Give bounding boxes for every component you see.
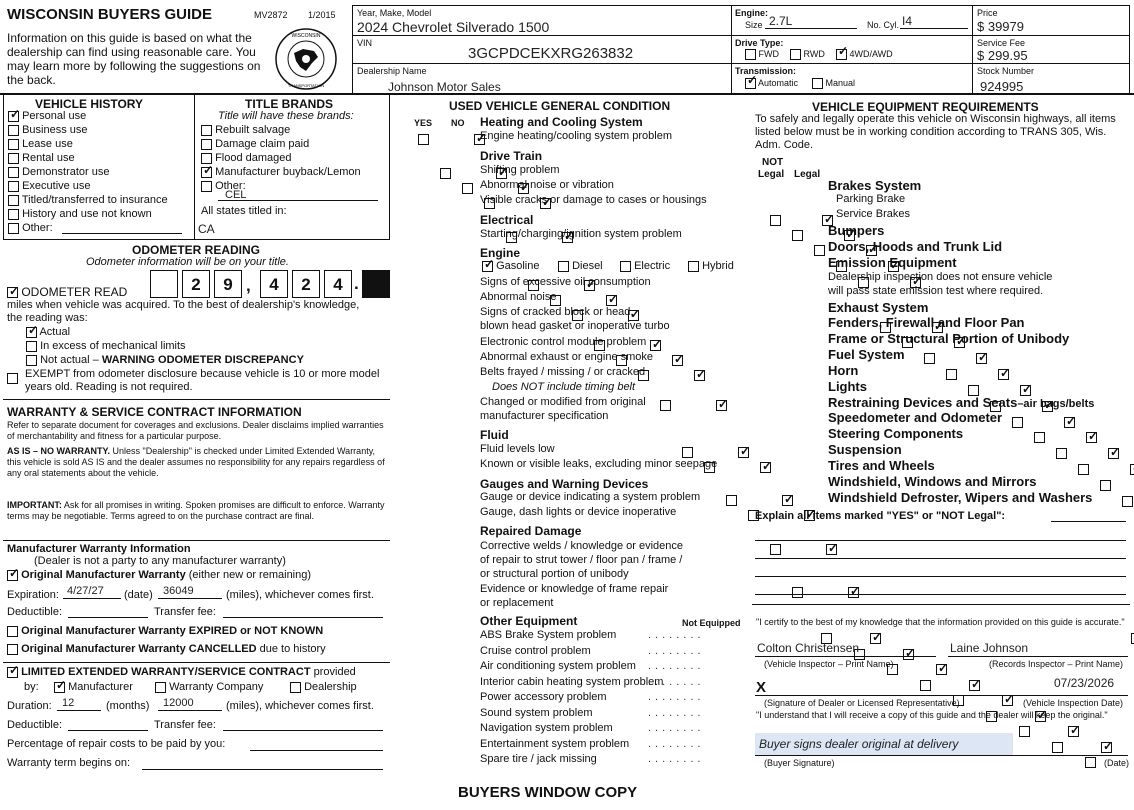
history-item-label: Executive use [22,180,91,192]
odometer-tenths-box [362,270,390,298]
legal-checkbox[interactable] [1108,448,1119,459]
by-label: by: [24,681,39,693]
warranty-p1: Refer to separate document for coverages and exclusions. Dealer disclaims implied warranties of merchantability and fitness for a particular purpose. [7,420,384,441]
not-legal-header-2: Legal [758,169,785,180]
yes-checkbox[interactable] [1085,757,1096,768]
yes-checkbox[interactable] [792,587,803,598]
history-item[interactable] [8,166,110,179]
checkbox-icon [745,49,756,60]
legal-checkbox[interactable] [976,353,987,364]
svg-text:TRANSPORTATION: TRANSPORTATION [287,83,325,88]
stock-label: Stock Number [977,66,1035,76]
drive-fwd[interactable]: FWD [745,49,779,60]
condition-item: Corrective welds / knowledge or evidence [480,540,683,552]
title-brand-label: Manufacturer buyback/Lemon [215,166,361,178]
dot-leader: ........ [648,675,705,688]
no-checkbox[interactable] [1068,726,1079,737]
orig-mfr-warranty[interactable]: ✓ Original Manufacturer Warranty (either new or remaining) [7,569,311,582]
no-checkbox[interactable] [1101,742,1112,753]
condition-section-title: Repaired Damage [480,524,582,538]
yes-checkbox[interactable] [770,544,781,555]
not-legal-checkbox[interactable] [1122,496,1133,507]
warranty-p2: AS IS – NO WARRANTY. Unless "Dealership" is checked under Limited Extended Warranty, this vehicle is sold AS IS and the dealer assumes no responsibility for any repairs regardless of any oral statements about the vehicle. [7,446,385,478]
no-checkbox[interactable] [716,400,727,411]
checkbox-icon [745,78,756,89]
transmission-label: Transmission: [735,66,797,76]
title-brands-subtitle: Title will have these brands: [218,110,354,122]
fee-label: Service Fee [977,38,1026,48]
checkbox-icon [790,49,801,60]
condition-item: Gauge, dash lights or device inoperative [480,506,677,518]
equipment-item: Doors, Hoods and Trunk Lid [828,239,1003,254]
not-legal-checkbox[interactable] [1100,480,1111,491]
checkbox-icon [155,682,166,693]
checkbox-icon [8,209,19,220]
checkbox-icon [201,181,212,192]
history-item[interactable] [8,222,53,235]
yes-checkbox[interactable] [1019,726,1030,737]
no-header: NO [451,118,465,128]
inspector-label: (Vehicle Inspector – Print Name) [764,659,894,669]
checkbox-icon [26,327,37,338]
limited-extended[interactable]: ✓ LIMITED EXTENDED WARRANTY/SERVICE CONTRACT provided [7,666,356,679]
title-brand-label: Rebuilt salvage [215,124,291,136]
not-legal-checkbox[interactable] [770,215,781,226]
checkbox-icon [812,78,823,89]
title-brand-label: Other: [215,180,246,192]
no-checkbox[interactable] [969,680,980,691]
emission-note: will pass state emission test where required. [828,285,1044,297]
signature-x: X [756,679,767,696]
title-brands-title: TITLE BRANDS [245,97,333,111]
equipment-item: Speedometer and Odometer [828,410,1003,425]
drive-awd[interactable]: ✓ 4WD/AWD [836,49,893,60]
other-equipment-item: Entertainment system problem [480,737,630,750]
odometer-exempt-checkbox[interactable] [7,370,18,388]
odometer-digit: 4 [324,270,352,298]
condition-item: Abnormal noise or vibration [480,179,614,191]
deductible-label: Deductible: [7,606,63,618]
transfer2-label: Transfer fee: [154,719,216,731]
vin-label: VIN [357,38,373,48]
no-checkbox[interactable] [650,340,661,351]
no-checkbox[interactable] [672,355,683,366]
no-checkbox[interactable] [782,495,793,506]
not-legal-checkbox[interactable] [946,369,957,380]
dot-leader: ........ [648,737,705,750]
not-legal-checkbox[interactable] [792,230,803,241]
equipment-item: Bumpers [828,223,885,238]
not-legal-header-1: NOT [762,157,784,168]
odometer-title: ODOMETER READING [132,243,261,257]
transfer-label: Transfer fee: [154,606,216,618]
checkbox-icon [8,195,19,206]
not-legal-checkbox[interactable] [1012,417,1023,428]
price-label: Price [977,8,998,18]
equipment-item: Fuel System [828,347,905,362]
restraint-head: Restraining Devices and Seats [828,395,1018,410]
checkbox-icon [201,125,212,136]
checkbox-icon [26,341,37,352]
odometer-comma: , [246,276,251,295]
odometer-digit: 4 [260,270,288,298]
signature-label: (Signature of Dealer or Licensed Representative) [764,698,960,708]
equipment-subitem: Service Brakes [836,208,910,220]
no-checkbox[interactable] [760,462,771,473]
checkbox-icon [8,181,19,192]
inspector-name: Colton Christensen [757,641,860,655]
dot-leader: ........ [648,691,705,703]
odometer-excess[interactable]: In excess of mechanical limits [26,340,186,353]
condition-item: Gauge or device indicating a system problem [480,491,701,503]
odometer-actual[interactable]: ✓ Actual [26,326,70,339]
months-label: (months) [106,700,150,712]
dot-leader: ........ [648,629,705,641]
buyer-signature-label: (Buyer Signature) [764,758,835,768]
checkbox-icon [620,261,631,272]
legal-checkbox[interactable] [1086,432,1097,443]
equipment-item: Exhaust System [828,300,929,315]
condition-item: blown head gasket or inoperative turbo [480,320,670,332]
condition-item: Belts frayed / missing / or cracked [480,366,646,378]
no-checkbox[interactable] [936,664,947,675]
condition-item: Shifting problem [480,164,560,176]
condition-item: of repair to strut tower / floor pan / frame / [480,554,683,566]
title-brand-item[interactable] [201,138,309,151]
inspection-date: 07/23/2026 [1054,676,1115,690]
certify-text: "I certify to the best of my knowledge that the information provided on this guide is accurate." [756,617,1125,627]
checkbox-icon [8,167,19,178]
history-item[interactable] [8,110,86,123]
other-equipment-item: Interior cabin heating system problem [480,675,664,688]
condition-item: Fluid levels low [480,443,555,455]
checkbox-icon [201,153,212,164]
equipment-item: Windshield, Windows and Mirrors [828,474,1037,489]
equipment-item: Frame or Structural Portion of Unibody [828,331,1070,346]
svg-text:WISCONSIN: WISCONSIN [291,33,321,39]
fuel-type-label: Gasoline [496,260,540,272]
other-equipment-item: ABS Brake System problem [480,629,617,641]
condition-item: Signs of cracked block or head, [480,306,634,318]
dealer-value: Johnson Motor Sales [388,80,501,94]
checkbox-icon [290,682,301,693]
condition-section-title: Gauges and Warning Devices [480,477,649,491]
odometer-para: miles when vehicle was acquired. To the best of dealership's knowledge, the reading was: [7,299,360,324]
condition-item: Known or visible leaks, excluding minor seepage [480,458,718,470]
condition-title: USED VEHICLE GENERAL CONDITION [449,99,671,113]
duration-miles: 12000 [163,697,194,709]
condition-item: Abnormal exhaust or engine smoke [480,351,654,363]
dot-leader: ........ [648,660,705,672]
checkbox-icon [7,626,18,637]
condition-item: Engine heating/cooling system problem [480,130,673,142]
exp-miles: 36049 [163,585,194,597]
fee-value: $ 299.95 [977,48,1028,63]
odometer-not-actual[interactable]: Not actual – WARNING ODOMETER DISCREPANCY [26,354,304,367]
condition-item: Abnormal noise [480,291,557,303]
no-checkbox[interactable] [870,633,881,644]
fuel-type-option[interactable] [482,260,539,273]
other-equipment-item: Navigation system problem [480,722,613,734]
warranty-p3: IMPORTANT: Ask for all promises in writing. Spoken promises are difficult to enforce. Warranty terms may be negotiable. Terms agreed to on the purchase contract are final. [7,500,385,521]
equipment-item: Steering Components [828,426,964,441]
title-brand-item[interactable] [201,152,292,165]
legal-header: Legal [794,169,821,180]
drive-rwd[interactable]: RWD [790,49,825,60]
condition-section-title: Heating and Cooling System [480,115,643,129]
yes-checkbox[interactable] [1052,742,1063,753]
yes-checkbox[interactable] [462,183,473,194]
explain-label: Explain all items marked "YES" or "NOT Legal": [755,510,1006,522]
miles-label: (miles), whichever comes first. [226,589,374,601]
not-equipped-header: Not Equipped [682,618,741,628]
warranty-title: WARRANTY & SERVICE CONTRACT INFORMATION [7,405,302,419]
states-titled-value: CA [198,222,215,236]
yes-checkbox[interactable] [660,400,671,411]
price-value: $ 39979 [977,19,1024,34]
mfr-title: Manufacturer Warranty Information [7,543,191,555]
condition-item: or structural portion of unibody [480,568,629,580]
legal-checkbox[interactable] [1064,417,1075,428]
odometer-digit: 2 [182,270,210,298]
fuel-type-label: Diesel [572,260,603,272]
form-rev: 1/2015 [308,10,336,20]
cyl-label: No. Cyl. [867,20,900,30]
history-item-label: Titled/transferred to insurance [21,194,168,206]
duration-label: Duration: [7,700,52,712]
exp-label: Expiration: [7,589,59,601]
yes-header: YES [414,118,433,128]
condition-section-title: Fluid [480,428,509,442]
trans-automatic[interactable]: ✓ Automatic [745,78,798,89]
checkbox-icon [201,139,212,150]
no-checkbox[interactable] [1002,695,1013,706]
stock-value: 924995 [980,79,1024,94]
not-legal-checkbox[interactable] [1034,432,1045,443]
checkbox-icon [8,111,19,122]
duration-months: 12 [62,697,75,709]
condition-item: Starting/charging/ignition system problem [480,228,682,240]
checkbox-icon [688,261,699,272]
condition-note: Does NOT include timing belt [492,381,636,393]
states-titled-label: All states titled in: [201,205,287,217]
odometer-digit: 2 [292,270,320,298]
odometer-digit: 9 [214,270,242,298]
other-equipment-item: Sound system problem [480,706,593,719]
condition-item: Visible cracks or damage to cases or housings [480,194,707,206]
dot-leader: ........ [648,753,705,765]
yes-checkbox[interactable] [920,680,931,691]
history-item-label: Rental use [22,152,75,164]
checkbox-icon [8,125,19,136]
term-begins-label: Warranty term begins on: [7,757,131,769]
checkbox-icon [7,373,18,384]
title-brand-item[interactable] [201,124,290,137]
equipment-subitem: Parking Brake [836,193,906,205]
checkbox-icon [8,223,19,234]
title-brand-label: Flood damaged [215,152,292,164]
history-item-label: Business use [22,124,88,136]
records-label: (Records Inspector – Print Name) [989,659,1124,669]
dot-leader: ........ [648,706,705,719]
mfr-cancelled[interactable]: Original Manufacturer Warranty CANCELLED due to history [7,643,326,656]
checkbox-icon [54,682,65,693]
restraint-tail: –air bags/belts [1017,398,1095,410]
equipment-intro: To safely and legally operate this vehicle on Wisconsin highways, all items listed below must be in working condition according to TRANS 305, Wis. Adm. Code. [755,113,1116,151]
condition-item: manufacturer specification [480,410,609,422]
history-item-label: Other: [22,222,53,234]
exp-date: 4/27/27 [67,585,104,597]
condition-section-title: Drive Train [480,149,543,163]
fuel-type-option[interactable] [688,260,734,273]
history-item-label: Personal use [22,110,87,122]
fuel-type-option[interactable] [620,260,670,273]
yes-checkbox[interactable] [682,447,693,458]
other-equipment-item: Cruise control problem [480,644,591,657]
history-item[interactable] [8,194,168,207]
condition-item: Signs of excessive oil consumption [480,276,651,288]
deductible2-label: Deductible: [7,719,63,731]
equipment-item: Horn [828,363,859,378]
duration-miles-label: (miles), whichever comes first. [226,700,374,712]
history-item[interactable] [8,124,88,137]
condition-item: Evidence or knowledge of frame repair [480,583,669,595]
checkbox-icon [7,570,18,581]
equipment-item: Fenders, Firewall and Floor Pan [828,315,1025,330]
checkbox-icon [26,355,37,366]
ymm-value: 2024 Chevrolet Silverado 1500 [357,19,550,35]
equipment-item: Emission Equipment [828,255,957,270]
yes-checkbox[interactable] [418,134,429,145]
no-checkbox[interactable] [694,370,705,381]
not-legal-checkbox[interactable] [924,353,935,364]
checkbox-icon [482,261,493,272]
odometer-exempt: EXEMPT from odometer disclosure because vehicle is 10 or more model years old. Reading is not required. [25,368,380,393]
yes-checkbox[interactable] [440,168,451,179]
checkbox-icon [201,167,212,178]
no-checkbox[interactable] [848,587,859,598]
no-checkbox[interactable] [903,649,914,660]
title-brands-other-value: CEL [225,189,247,201]
fuel-type-label: Electric [634,260,671,272]
history-item-label: Demonstrator use [22,166,110,178]
title-brand-item[interactable] [201,166,361,179]
footer-label: BUYERS WINDOW COPY [458,784,638,801]
no-checkbox[interactable] [606,295,617,306]
by-warranty-company[interactable]: Warranty Company [155,681,263,694]
buyer-signature-value: Buyer signs dealer original at delivery [759,737,959,751]
inspection-date-label: (Vehicle Inspection Date) [1023,698,1124,708]
vin-value: 3GCPDCEKXRG263832 [468,45,634,62]
legal-checkbox[interactable] [998,369,1009,380]
condition-section-title: Electrical [480,213,534,227]
checkbox-icon [7,667,18,678]
other-equipment-item: Air conditioning system problem [480,660,636,672]
records-name: Laine Johnson [950,641,1029,655]
not-legal-checkbox[interactable] [814,245,825,256]
checkbox-icon [8,153,19,164]
form-id: MV2872 [254,10,288,20]
odometer-subtitle: Odometer information will be on your title. [86,256,289,268]
no-checkbox[interactable] [826,544,837,555]
trans-manual[interactable]: Manual [812,78,855,89]
history-item[interactable] [8,208,152,221]
fuel-type-label: Hybrid [702,260,734,272]
dot-seal-logo [270,27,342,91]
title-brand-label: Damage claim paid [215,138,310,150]
history-item[interactable] [8,152,75,165]
history-item-label: History and use not known [22,208,152,220]
equipment-item: Suspension [828,442,902,457]
engine-label: Engine: [735,8,768,18]
dot-leader: ........ [648,644,705,657]
checkbox-icon [8,139,19,150]
other-equipment-item: Spare tire / jack missing [480,753,597,765]
equipment-item [828,395,1094,411]
size-label: Size [745,20,763,30]
condition-item: or replacement [480,597,554,609]
dealer-label: Dealership Name [357,66,427,76]
legal-checkbox[interactable] [1130,464,1134,475]
history-title: VEHICLE HISTORY [35,97,144,111]
odometer-read[interactable]: ✓ ODOMETER READ [7,285,127,299]
by-dealership[interactable]: Dealership [290,681,357,694]
date-label: (date) [124,589,153,601]
checkbox-icon [7,644,18,655]
form-title: WISCONSIN BUYERS GUIDE [7,6,213,23]
condition-section-title: Engine [480,246,521,260]
by-manufacturer[interactable]: ✓ Manufacturer [54,681,133,694]
condition-section-title: Other Equipment [480,614,578,628]
odometer-digit [150,270,178,298]
mfr-expired[interactable]: Original Manufacturer Warranty EXPIRED or NOT KNOWN [7,625,323,638]
checkbox-icon [7,287,18,298]
intro-text: Information on this guide is based on what the dealership can find using reasonable care. You may learn more by following the suggestions on the back. [7,31,261,87]
history-item[interactable] [8,138,73,151]
mfr-subtitle: (Dealer is not a party to any manufacturer warranty) [34,555,286,567]
percentage-label: Percentage of repair costs to be paid by you: [7,738,226,750]
history-item-label: Lease use [22,138,73,150]
equipment-item: Tires and Wheels [828,458,935,473]
not-legal-checkbox[interactable] [1078,464,1089,475]
not-legal-checkbox[interactable] [1056,448,1067,459]
odometer-period: . [354,274,359,293]
size-value: 2.7L [769,14,793,28]
drive-label: Drive Type: [735,38,784,48]
ymm-label: Year, Make, Model [357,8,432,18]
copy-text: "I understand that I will receive a copy of this guide and the dealer will keep the original." [756,710,1108,720]
no-checkbox[interactable] [738,447,749,458]
condition-item: Changed or modified from original [480,396,646,408]
yes-checkbox[interactable] [726,495,737,506]
history-item[interactable] [8,180,91,193]
checkbox-icon [558,261,569,272]
other-equipment-item: Power accessory problem [480,691,607,703]
equipment-item: Lights [828,379,867,394]
equipment-title: VEHICLE EQUIPMENT REQUIREMENTS [812,100,1039,114]
buyer-date-label: (Date) [1104,758,1130,768]
fuel-type-option[interactable] [558,260,603,273]
cyl-value: I4 [902,14,913,28]
emission-note: Dealership inspection does not ensure vehicle [828,271,1053,283]
equipment-item: Windshield Defroster, Wipers and Washers [828,490,1093,505]
checkbox-icon [836,49,847,60]
condition-item: Electronic control module problem [480,336,647,348]
dot-leader: ........ [648,722,705,734]
equipment-section-title: Brakes System [828,178,922,193]
